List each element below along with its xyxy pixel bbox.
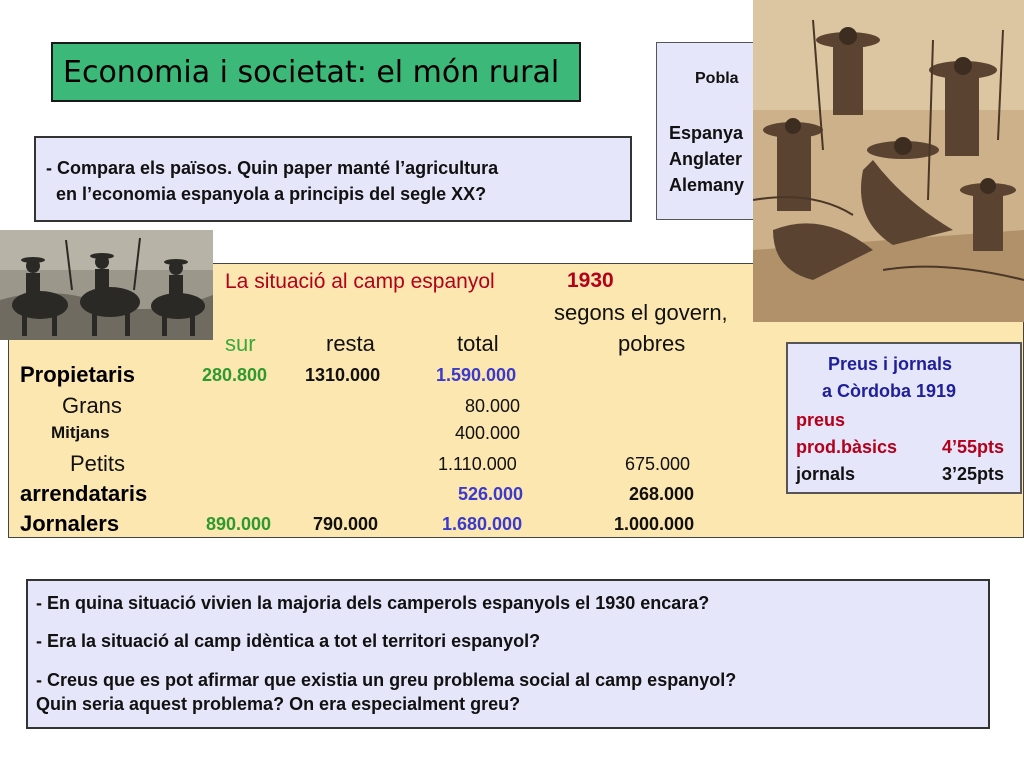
question-1-line-2: en l’economia espanyola a principis del segle XX? <box>56 184 487 204</box>
row-label-arrendataris: arrendataris <box>20 481 148 506</box>
cell-grans-total: 80.000 <box>465 396 521 416</box>
prices-title-2: a Còrdoba 1919 <box>822 381 957 401</box>
cell-propietaris-resta: 1310.000 <box>305 365 381 385</box>
row-label-propietaris: Propietaris <box>20 362 135 387</box>
cell-arrendataris-pobres: 268.000 <box>629 484 695 504</box>
cell-jornalers-pobres: 1.000.000 <box>614 514 695 534</box>
cell-jornalers-resta: 790.000 <box>313 514 379 534</box>
header-sur: sur <box>225 331 256 356</box>
row-label-jornalers: Jornalers <box>20 511 120 536</box>
question-2-item-2: - Era la situació al camp idèntica a tot el territori espanyol? <box>36 631 541 651</box>
cell-mitjans-total: 400.000 <box>455 423 521 443</box>
cell-petits-total: 1.110.000 <box>438 454 517 474</box>
population-row-spain: Espanya <box>669 123 744 143</box>
population-row-england: Anglater <box>669 149 743 169</box>
header-pobres: pobres <box>618 331 686 356</box>
question-1-line-1: - Compara els països. Quin paper manté l’agricultura <box>46 158 499 178</box>
prices-wages-box <box>786 342 1022 494</box>
table-title: La situació al camp espanyol <box>225 270 495 293</box>
peasants-illustration <box>753 0 1024 322</box>
cell-jornalers-total: 1.680.000 <box>442 514 523 534</box>
row-label-mitjans: Mitjans <box>51 423 110 442</box>
prices-label: preus <box>796 410 846 430</box>
prod-basics-value: 4’55pts <box>942 437 1005 457</box>
prod-basics-label: prod.bàsics <box>796 437 898 457</box>
population-row-germany: Alemany <box>669 175 745 195</box>
header-resta: resta <box>326 331 375 356</box>
cell-arrendataris-total: 526.000 <box>458 484 524 504</box>
question-2-item-3b: Quin seria aquest problema? On era especialment greu? <box>36 694 521 714</box>
question-box-1 <box>34 136 632 222</box>
cell-propietaris-total: 1.590.000 <box>436 365 517 385</box>
cell-propietaris-sur: 280.800 <box>202 365 268 385</box>
question-box-2 <box>26 579 990 729</box>
question-2-item-1: - En quina situació vivien la majoria dels camperols espanyols el 1930 encara? <box>36 593 710 613</box>
row-label-petits: Petits <box>70 451 126 476</box>
table-year: 1930 <box>567 269 614 292</box>
row-label-grans: Grans <box>62 393 122 418</box>
prices-title-1: Preus i jornals <box>828 354 953 374</box>
table-subtitle: segons el govern, <box>554 300 728 325</box>
cell-jornalers-sur: 890.000 <box>206 514 272 534</box>
horsemen-photo-art <box>0 230 213 340</box>
cell-petits-pobres: 675.000 <box>625 454 691 474</box>
horsemen-photo <box>0 230 213 340</box>
peasants-illustration-art <box>753 0 1024 322</box>
wages-label: jornals <box>796 464 856 484</box>
page-title: Economia i societat: el món rural <box>51 42 581 102</box>
wages-value: 3’25pts <box>942 464 1005 484</box>
population-title: Pobla <box>695 70 739 87</box>
question-2-item-3a: - Creus que es pot afirmar que existia un greu problema social al camp espanyol? <box>36 670 737 690</box>
header-total: total <box>457 331 499 356</box>
